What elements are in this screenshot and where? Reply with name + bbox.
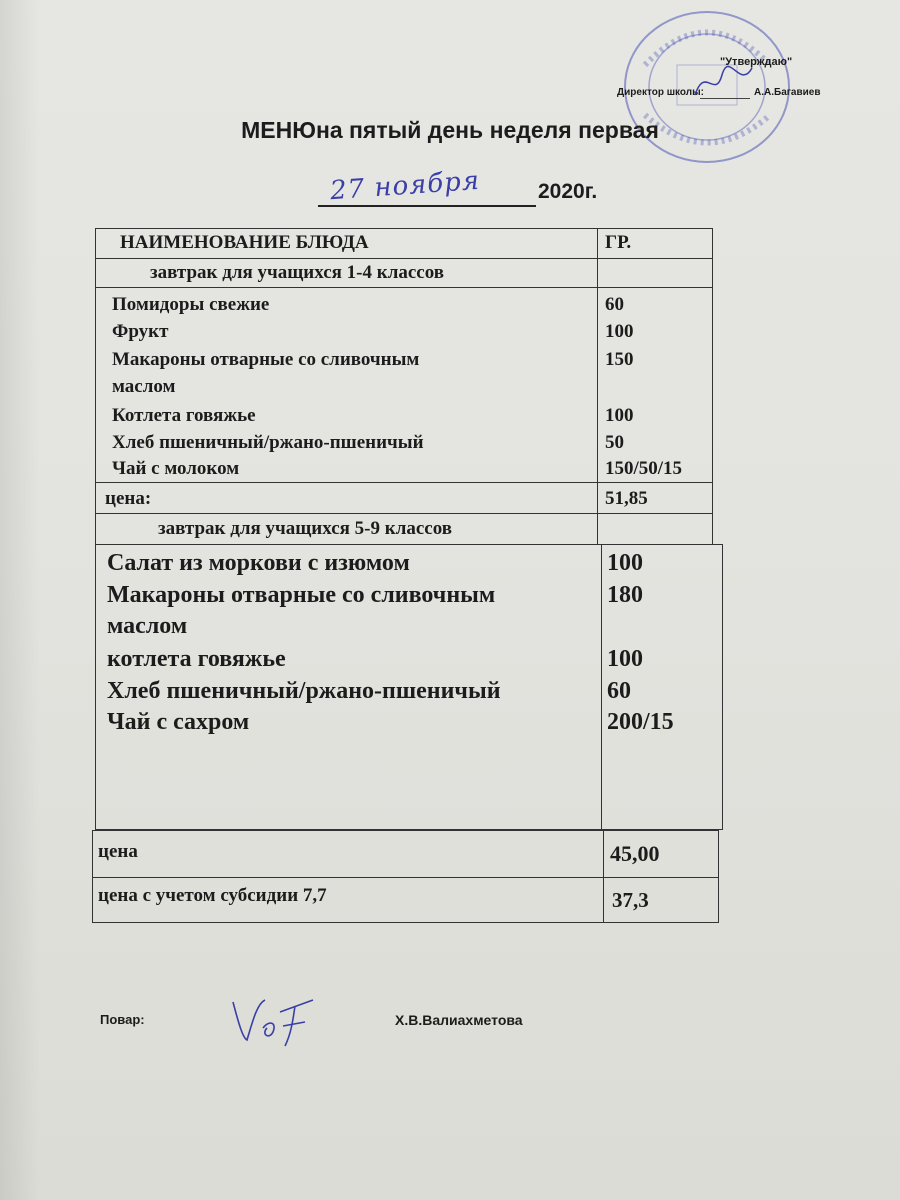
list-item-gr: 60: [605, 294, 624, 315]
section2-price-label: цена: [98, 841, 138, 862]
column-gr-header: ГР.: [605, 232, 632, 253]
list-item: Чай с сахром: [107, 709, 250, 735]
paper-shadow: [0, 0, 40, 1200]
section1-price-label: цена:: [105, 488, 152, 509]
list-item-cont: маслом: [107, 613, 188, 639]
section2-price-label-cell: [92, 830, 604, 878]
list-item: Помидоры свежие: [112, 294, 270, 315]
date-year: 2020г.: [538, 180, 598, 203]
list-item-gr: 100: [605, 405, 634, 426]
list-item: котлета говяжье: [107, 646, 286, 672]
section1-price: 51,85: [605, 488, 648, 509]
cook-label: Повар:: [100, 1012, 145, 1027]
date-underline: [318, 205, 536, 207]
list-item-gr: 100: [607, 550, 643, 576]
list-item-gr: 200/15: [607, 709, 674, 735]
list-item-gr: 150/50/15: [605, 458, 683, 479]
director-signature: [690, 60, 760, 105]
list-item-gr: 100: [605, 321, 634, 342]
list-item: Хлеб пшеничный/ржано-пшеничый: [112, 432, 424, 453]
section1-title: завтрак для учащихся 1-4 классов: [150, 262, 445, 283]
list-item: Макароны отварные со сливочным: [112, 349, 420, 370]
director-label: Директор школы:: [617, 87, 704, 98]
cook-signature: [225, 990, 320, 1050]
section2-price: 45,00: [610, 841, 660, 866]
list-item: Чай с молоком: [112, 458, 240, 479]
section1-price-label-cell: [95, 482, 598, 514]
director-name: А.А.Багавиев: [754, 87, 821, 98]
section2-title: завтрак для учащихся 5-9 классов: [158, 518, 453, 539]
list-item: Фрукт: [112, 321, 169, 342]
list-item: Макароны отварные со сливочным: [107, 582, 496, 608]
column-name-header: НАИМЕНОВАНИЕ БЛЮДА: [120, 232, 369, 253]
list-item-gr: 50: [605, 432, 624, 453]
list-item: Хлеб пшеничный/ржано-пшеничый: [107, 678, 501, 704]
list-item-gr: 100: [607, 646, 643, 672]
list-item-gr: 60: [607, 678, 631, 704]
subsidy-price-label: цена с учетом субсидии 7,7: [98, 885, 327, 906]
cook-name: Х.В.Валиахметова: [395, 1012, 523, 1028]
section1-title-gr-cell: [597, 258, 713, 288]
handwritten-date: 27 ноября: [329, 165, 481, 207]
section2-title-gr-cell: [597, 513, 713, 545]
subsidy-price: 37,3: [612, 888, 649, 912]
page-title: МЕНЮна пятый день неделя первая: [241, 117, 659, 143]
list-item: Котлета говяжье: [112, 405, 256, 426]
list-item-cont: маслом: [112, 376, 176, 397]
list-item-gr: 180: [607, 582, 643, 608]
approve-label: "Утверждаю": [720, 56, 793, 68]
list-item-gr: 150: [605, 349, 634, 370]
list-item: Салат из моркови с изюмом: [107, 550, 410, 576]
